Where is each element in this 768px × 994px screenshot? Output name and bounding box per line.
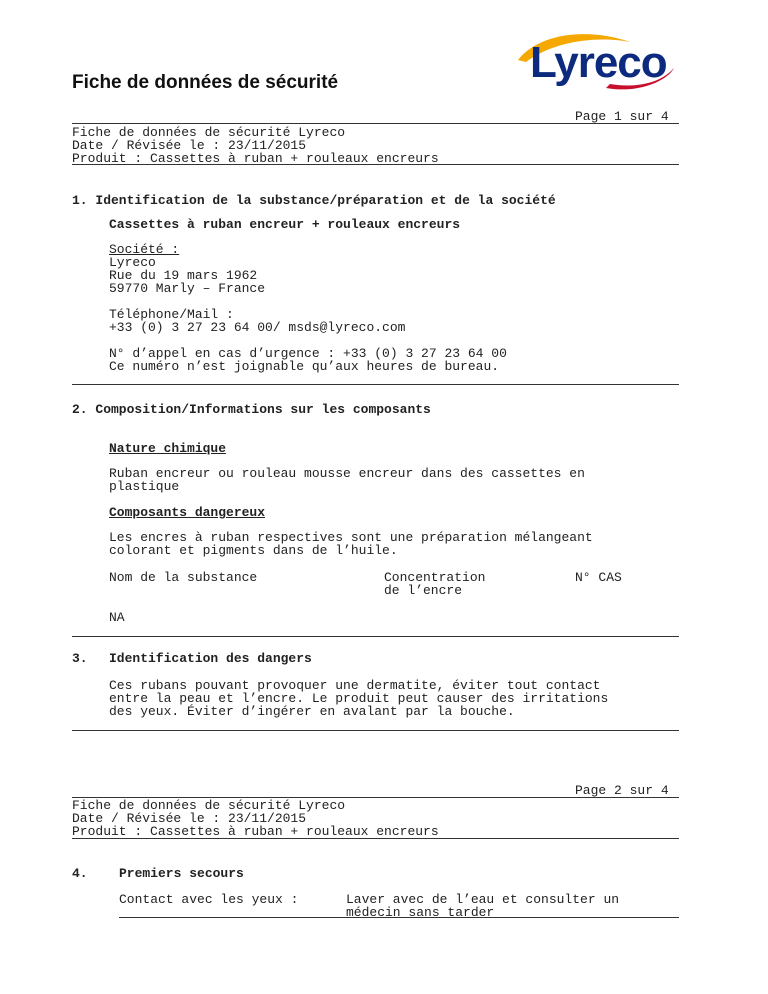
section-1-heading: 1. Identification de la substance/préparation et de la société xyxy=(72,193,556,208)
lyreco-logo xyxy=(510,28,680,98)
column-substance: Nom de la substance xyxy=(109,570,258,585)
column-concentration-1: Concentration xyxy=(384,570,486,585)
meta-line-2: Date / Révisée le : 23/11/2015 xyxy=(72,138,307,153)
phone-label: Téléphone/Mail : xyxy=(109,307,234,322)
section-3-heading: Identification des dangers xyxy=(109,651,312,666)
section-3-text-2: entre la peau et l’encre. Le produit peut causer des irritations xyxy=(109,691,609,706)
section-3-number: 3. xyxy=(72,651,88,666)
company-name: Lyreco xyxy=(109,255,156,270)
section-4-heading: Premiers secours xyxy=(119,866,244,881)
section-3-text-1: Ces rubans pouvant provoquer une dermatite, éviter tout contact xyxy=(109,678,601,693)
dangerous-text-1: Les encres à ruban respectives sont une préparation mélangeant xyxy=(109,530,593,545)
section-4-number: 4. xyxy=(72,866,88,881)
column-cas: N° CAS xyxy=(575,570,622,585)
logo-text: Lyreco xyxy=(530,38,667,87)
company-street: Rue du 19 mars 1962 xyxy=(109,268,258,283)
page-number-2: Page 2 sur 4 xyxy=(575,783,669,798)
section-2-heading: 2. Composition/Informations sur les composants xyxy=(72,402,431,417)
divider xyxy=(72,838,679,839)
divider xyxy=(72,164,679,165)
eye-contact-text-1: Laver avec de l’eau et consulter un xyxy=(346,892,620,907)
nature-text-1: Ruban encreur ou rouleau mousse encreur dans des cassettes en xyxy=(109,466,585,481)
emergency-number: N° d’appel en cas d’urgence : +33 (0) 3 27 23 64 00 xyxy=(109,346,507,361)
company-city: 59770 Marly – France xyxy=(109,281,266,296)
substance-value: NA xyxy=(109,610,125,625)
meta-line-1: Fiche de données de sécurité Lyreco xyxy=(72,798,346,813)
eye-contact-label: Contact avec les yeux : xyxy=(119,892,299,907)
divider xyxy=(72,730,679,731)
page-number-1: Page 1 sur 4 xyxy=(575,109,669,124)
product-name: Cassettes à ruban encreur + rouleaux encreurs xyxy=(109,217,461,232)
nature-label: Nature chimique xyxy=(109,441,227,456)
divider xyxy=(72,384,679,385)
divider xyxy=(72,636,679,637)
emergency-hours: Ce numéro n’est joignable qu’aux heures de bureau. xyxy=(109,359,500,374)
divider xyxy=(119,917,679,918)
phone-value: +33 (0) 3 27 23 64 00/ msds@lyreco.com xyxy=(109,320,406,335)
meta-line-2: Date / Révisée le : 23/11/2015 xyxy=(72,811,307,826)
meta-line-3: Produit : Cassettes à ruban + rouleaux encreurs xyxy=(72,151,439,166)
meta-line-3: Produit : Cassettes à ruban + rouleaux encreurs xyxy=(72,824,439,839)
column-concentration-2: de l’encre xyxy=(384,583,463,598)
dangerous-label: Composants dangereux xyxy=(109,505,266,520)
document-title: Fiche de données de sécurité xyxy=(72,72,339,93)
meta-line-1: Fiche de données de sécurité Lyreco xyxy=(72,125,346,140)
section-3-text-3: des yeux. Éviter d’ingérer en avalant par la bouche. xyxy=(109,704,515,719)
divider xyxy=(72,123,679,124)
company-label: Société : xyxy=(109,242,180,257)
eye-contact-text-2: médecin sans tarder xyxy=(346,905,495,920)
dangerous-text-2: colorant et pigments dans de l’huile. xyxy=(109,543,398,558)
nature-text-2: plastique xyxy=(109,479,180,494)
